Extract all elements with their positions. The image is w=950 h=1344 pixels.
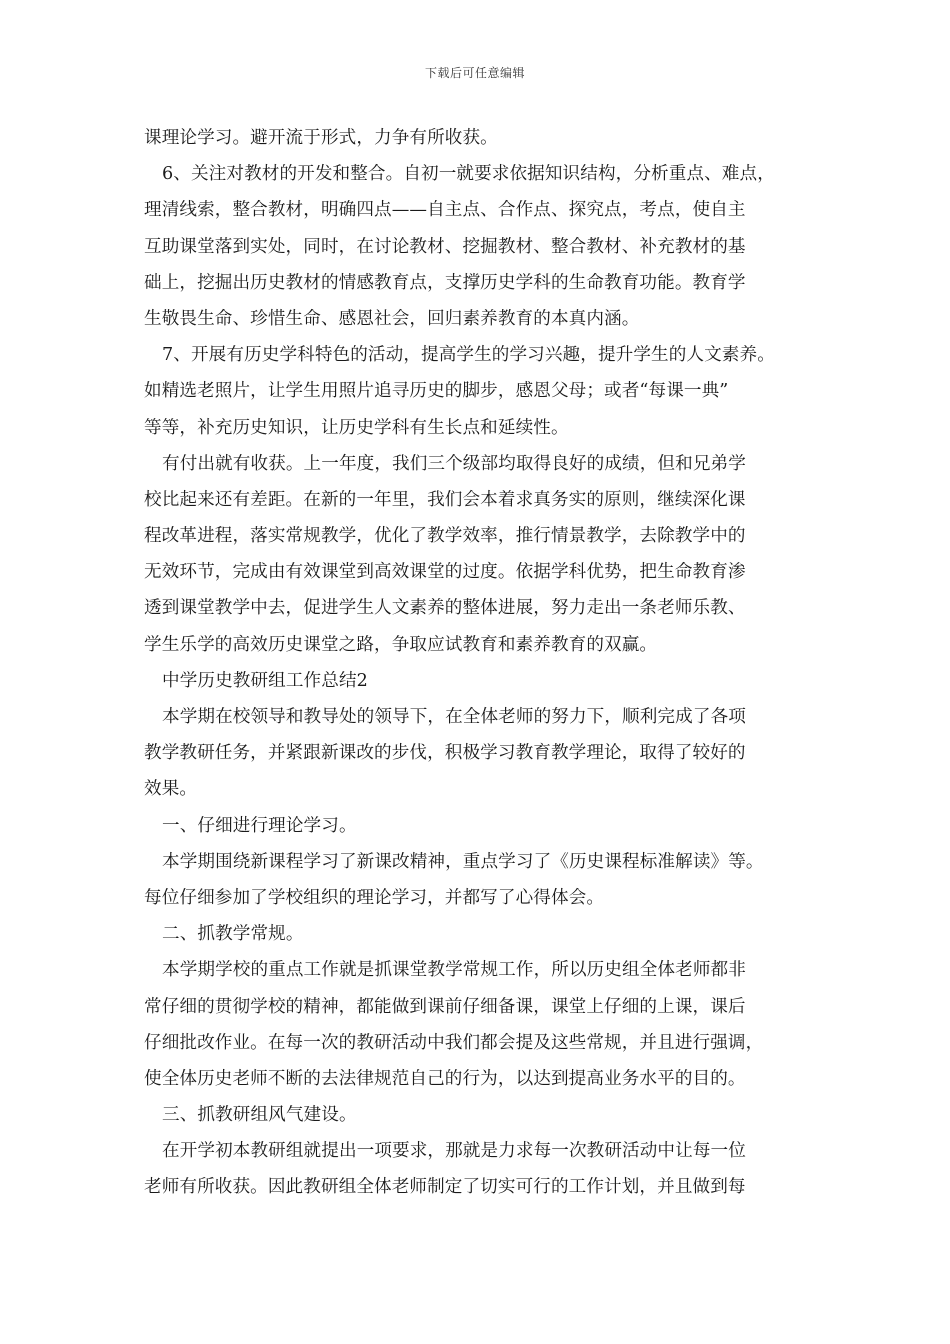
text-line: 校比起来还有差距。在新的一年里，我们会本着求真务实的原则，继续深化课 [144,489,746,510]
text-line: 有付出就有收获。上一年度，我们三个级部均取得良好的成绩，但和兄弟学 [162,453,746,474]
text-line: 生敬畏生命、珍惜生命、感恩社会，回归素养教育的本真内涵。 [144,308,640,329]
text-line: 使全体历史老师不断的去法律规范自己的行为，以达到提高业务水平的目的。 [144,1068,746,1089]
text-line: 教学教研任务，并紧跟新课改的步伐，积极学习教育教学理论，取得了较好的 [144,743,746,764]
text-line: 础上，挖掘出历史教材的情感教育点，支撑历史学科的生命教育功能。教育学 [144,272,746,293]
section-heading: 二、抓教学常规。 [162,924,304,945]
text-line: 透到课堂教学中去，促进学生人文素养的整体进展，努力走出一条老师乐教、 [144,598,746,619]
text-line: 6、关注对教材的开发和整合。自初一就要求依据知识结构，分析重点、难点， [162,164,775,185]
text-line: 仔细批改作业。在每一次的教研活动中我们都会提及这些常规，并且进行强调， [144,1032,764,1053]
text-line: 互助课堂落到实处，同时，在讨论教材、挖掘教材、整合教材、补充教材的基 [144,236,746,257]
text-line: 常仔细的贯彻学校的精神，都能做到课前仔细备课，课堂上仔细的上课，课后 [144,996,746,1017]
text-line: 本学期围绕新课程学习了新课改精神，重点学习了《历史课程标准解读》等。 [162,851,764,872]
text-line: 每位仔细参加了学校组织的理论学习，并都写了心得体会。 [144,887,605,908]
text-line: 如精选老照片，让学生用照片追寻历史的脚步，感恩父母；或者“每课一典” [144,381,729,402]
text-line: 无效环节，完成由有效课堂到高效课堂的过度。依据学科优势，把生命教育渗 [144,562,746,583]
text-line: 老师有所收获。因此教研组全体老师制定了切实可行的工作计划，并且做到每 [144,1177,746,1198]
text-line: 效果。 [144,779,198,800]
text-line: 7、开展有历史学科特色的活动，提高学生的学习兴趣，提升学生的人文素养。 [162,345,775,366]
page-header: 下载后可任意编辑 [424,66,525,80]
text-line: 学生乐学的高效历史课堂之路，争取应试教育和素养教育的双赢。 [144,634,658,655]
text-line: 理清线索，整合教材，明确四点——自主点、合作点、探究点，考点，使自主 [144,200,746,221]
document-body [144,120,822,1206]
text-line: 本学期学校的重点工作就是抓课堂教学常规工作，所以历史组全体老师都非 [162,960,746,981]
section-title: 中学历史教研组工作总结2 [162,670,368,691]
section-heading: 一、仔细进行理论学习。 [162,815,357,836]
text-line: 程改革进程，落实常规教学，优化了教学效率，推行情景教学，去除教学中的 [144,526,746,547]
text-line: 等等，补充历史知识，让历史学科有生长点和延续性。 [144,417,569,438]
text-line: 本学期在校领导和教导处的领导下，在全体老师的努力下，顺利完成了各项 [162,707,746,727]
section-heading: 三、抓教研组风气建设。 [162,1105,357,1126]
text-line: 课理论学习。避开流于形式，力争有所收获。 [144,128,498,148]
text-line: 在开学初本教研组就提出一项要求，那就是力求每一次教研活动中让每一位 [162,1141,746,1162]
